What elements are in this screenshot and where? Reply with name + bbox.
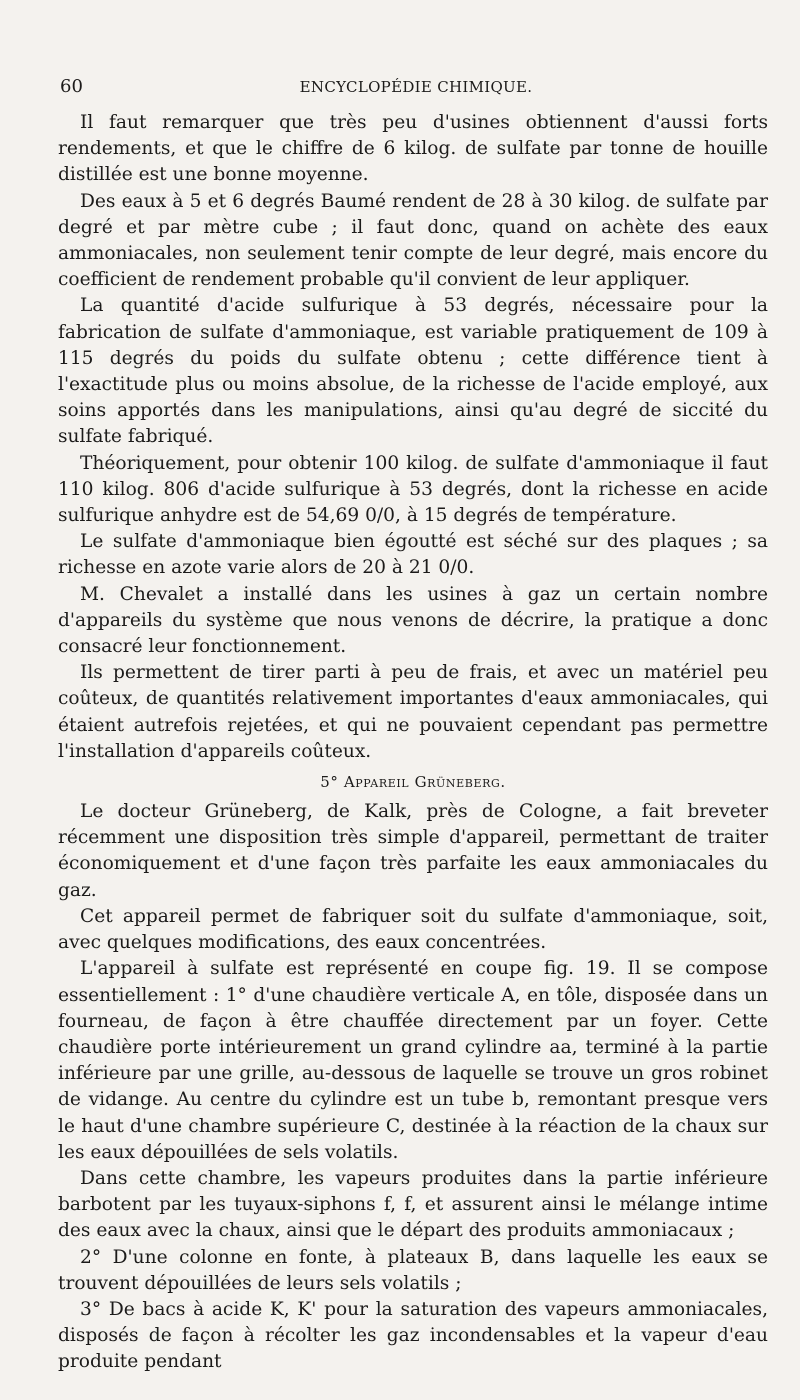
paragraph: Ils permettent de tirer parti à peu de frais, et avec un matériel peu coûteux, de quantités relativement importantes d'eaux ammoniacales, qui étaient autrefois rejetées, et qui ne pouvaient cependant pas permettre l'installation d'appareils coûteux. bbox=[58, 662, 768, 762]
section-heading: 5° Appareil Grüneberg. bbox=[320, 773, 506, 792]
paragraph: Dans cette chambre, les vapeurs produites dans la partie inférieure barbotent par les tuyaux-siphons f, f, et assurent ainsi le mélange intime des eaux avec la chaux, ainsi que le départ des produits ammoniacaux ; bbox=[58, 1167, 768, 1242]
paragraph: L'appareil à sulfate est représenté en coupe fig. 19. Il se compose essentiellement : 1° d'une chaudière verticale A, en tôle, disposée dans un fourneau, de façon à être chauffée directement par un foyer. Cette chaudière porte intérieurement un grand cylindre aa, terminé à la partie inférieure par une grille, au-dessous de laquelle se trouve un gros robinet de vidange. Au centre du cylindre est un tube b, remontant presque vers le haut d'une chambre supérieure C, destinée à la réaction de la chaux sur les eaux dépouillées de sels volatils. bbox=[58, 958, 768, 1163]
page-number: 60 bbox=[60, 76, 83, 97]
paragraph: Il faut remarquer que très peu d'usines obtiennent d'aussi forts rendements, et que le chiffre de 6 kilog. de sulfate par tonne de houille distillée est une bonne moyenne. bbox=[58, 112, 768, 186]
paragraph: Cet appareil permet de fabriquer soit du sulfate d'ammoniaque, soit, avec quelques modifications, des eaux concentrées. bbox=[58, 905, 768, 954]
running-title: ENCYCLOPÉDIE CHIMIQUE. bbox=[299, 78, 533, 96]
paragraph: Des eaux à 5 et 6 degrés Baumé rendent de 28 à 30 kilog. de sulfate par degré et par mètre cube ; il faut donc, quand on achète des eaux ammoniacales, non seulement tenir compte de leur degré, mais encore du coefficient de rendement probable qu'il convient de leur appliquer. bbox=[58, 190, 768, 291]
paragraph: 2° D'une colonne en fonte, à plateaux B, dans laquelle les eaux se trouvent dépouillées de leurs sels volatils ; bbox=[58, 1246, 768, 1294]
body-text bbox=[58, 110, 768, 1376]
paragraph: Le sulfate d'ammoniaque bien égoutté est séché sur des plaques ; sa richesse en azote varie alors de 20 à 21 0/0. bbox=[58, 531, 768, 579]
paragraph: Le docteur Grüneberg, de Kalk, près de Cologne, a fait breveter récemment une disposition très simple d'appareil, permettant de traiter économiquement et d'une façon très parfaite les eaux ammoniacales du gaz. bbox=[58, 801, 768, 901]
page-header bbox=[60, 76, 772, 100]
paragraph: Théoriquement, pour obtenir 100 kilog. de sulfate d'ammoniaque il faut 110 kilog. 806 d'acide sulfurique à 53 degrés, dont la richesse en acide sulfurique anhydre est de 54,69 0/0, à 15 degrés de température. bbox=[58, 452, 768, 527]
paragraph: 3° De bacs à acide K, K' pour la saturation des vapeurs ammoniacales, disposés de façon à récolter les gaz incondensables et la vapeur d'eau produite pendant bbox=[58, 1298, 768, 1373]
paragraph: M. Chevalet a installé dans les usines à gaz un certain nombre d'appareils du système que nous venons de décrire, la pratique a donc consacré leur fonctionnement. bbox=[58, 583, 768, 658]
paragraph: La quantité d'acide sulfurique à 53 degrés, nécessaire pour la fabrication de sulfate d'ammoniaque, est variable pratiquement de 109 à 115 degrés du poids du sulfate obtenu ; cette différence tient à l'exactitude plus ou moins absolue, de la richesse de l'acide employé, aux soins apportés dans les manipulations, ainsi qu'au degré de siccité du sulfate fabriqué. bbox=[58, 295, 768, 448]
